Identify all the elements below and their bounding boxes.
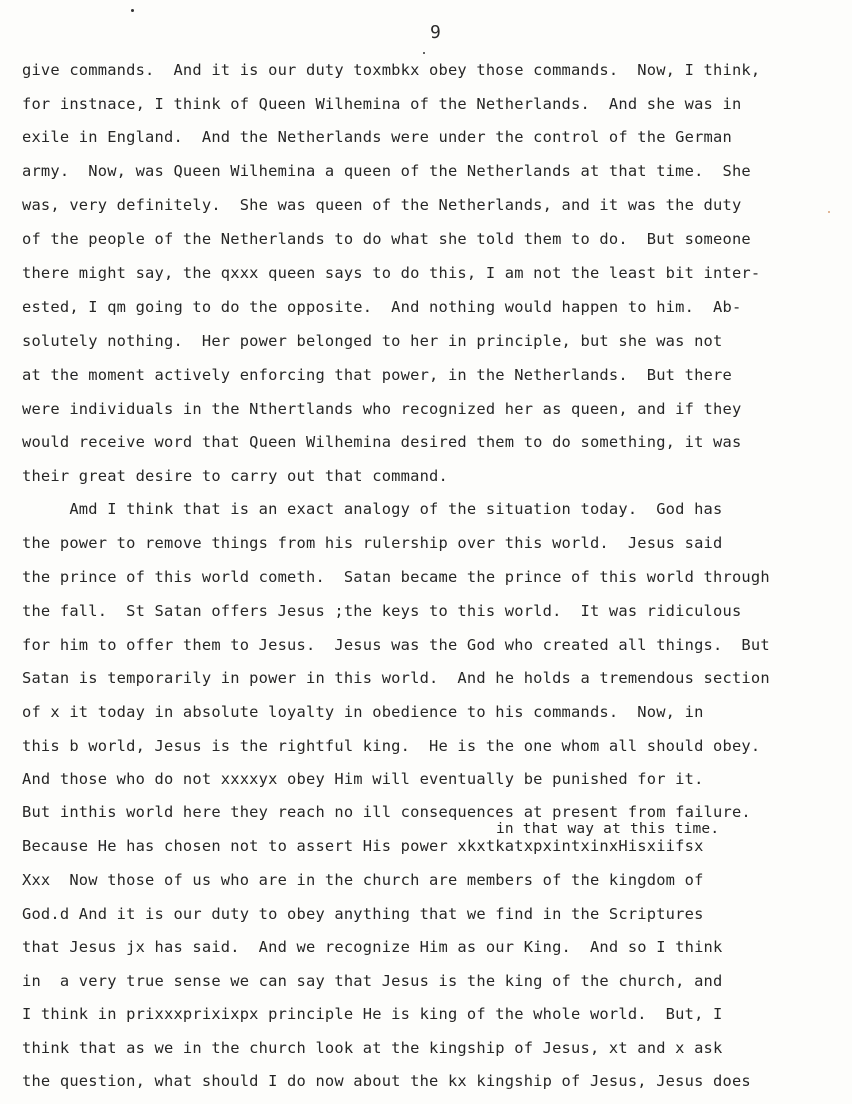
text-line: give commands. And it is our duty toxmbkx obey those commands. Now, I think, bbox=[22, 61, 761, 79]
text-line: And those who do not xxxxyx obey Him will eventually be punished for it. bbox=[22, 770, 704, 788]
text-line: I think in prixxxprixixpx principle He is king of the whole world. But, I bbox=[22, 1005, 723, 1023]
text-line: exile in England. And the Netherlands were under the control of the German bbox=[22, 128, 732, 146]
text-line: the fall. St Satan offers Jesus ;the keys to this world. It was ridiculous bbox=[22, 602, 742, 620]
text-line: Satan is temporarily in power in this world. And he holds a tremendous section bbox=[22, 669, 770, 687]
text-line: God.d And it is our duty to obey anything that we find in the Scriptures bbox=[22, 905, 704, 923]
text-line: for instnace, I think of Queen Wilhemina of the Netherlands. And she was in bbox=[22, 95, 742, 113]
text-line: this b world, Jesus is the rightful king. He is the one whom all should obey. bbox=[22, 737, 761, 755]
text-line: solutely nothing. Her power belonged to her in principle, but she was not bbox=[22, 332, 723, 350]
text-line: think that as we in the church look at the kingship of Jesus, xt and x ask bbox=[22, 1039, 723, 1057]
text-line: for him to offer them to Jesus. Jesus was the God who created all things. But bbox=[22, 636, 770, 654]
stray-ink-mark bbox=[131, 9, 134, 12]
text-line: Xxx Now those of us who are in the church are members of the kingdom of bbox=[22, 871, 704, 889]
stray-ink-mark bbox=[828, 211, 830, 213]
text-line: Because He has chosen not to assert His power xkxtkatxpxintxinxHisxiifsx bbox=[22, 837, 704, 855]
text-line: But inthis world here they reach no ill consequences at present from failure. bbox=[22, 803, 751, 821]
text-line: that Jesus jx has said. And we recognize Him as our King. And so I think bbox=[22, 938, 723, 956]
text-line: Amd I think that is an exact analogy of the situation today. God has bbox=[22, 500, 723, 518]
text-line: at the moment actively enforcing that power, in the Netherlands. But there bbox=[22, 366, 732, 384]
text-line: the power to remove things from his rulership over this world. Jesus said bbox=[22, 534, 723, 552]
text-line: ested, I qm going to do the opposite. And nothing would happen to him. Ab- bbox=[22, 298, 742, 316]
text-line: of the people of the Netherlands to do what she told them to do. But someone bbox=[22, 230, 751, 248]
interlinear-insertion: in that way at this time. bbox=[496, 821, 720, 837]
text-line: their great desire to carry out that command. bbox=[22, 467, 448, 485]
page-number: 9 bbox=[430, 22, 441, 43]
text-line: there might say, the qxxx queen says to do this, I am not the least bit inter- bbox=[22, 264, 761, 282]
text-line: were individuals in the Nthertlands who recognized her as queen, and if they bbox=[22, 400, 742, 418]
stray-ink-mark bbox=[423, 52, 425, 54]
text-line: in a very true sense we can say that Jesus is the king of the church, and bbox=[22, 972, 723, 990]
text-line: was, very definitely. She was queen of the Netherlands, and it was the duty bbox=[22, 196, 742, 214]
text-line: of x it today in absolute loyalty in obedience to his commands. Now, in bbox=[22, 703, 704, 721]
text-line: army. Now, was Queen Wilhemina a queen of the Netherlands at that time. She bbox=[22, 162, 751, 180]
text-line: would receive word that Queen Wilhemina desired them to do something, it was bbox=[22, 433, 742, 451]
text-line: the prince of this world cometh. Satan became the prince of this world through bbox=[22, 568, 770, 586]
text-line: the question, what should I do now about the kx kingship of Jesus, Jesus does bbox=[22, 1072, 751, 1090]
